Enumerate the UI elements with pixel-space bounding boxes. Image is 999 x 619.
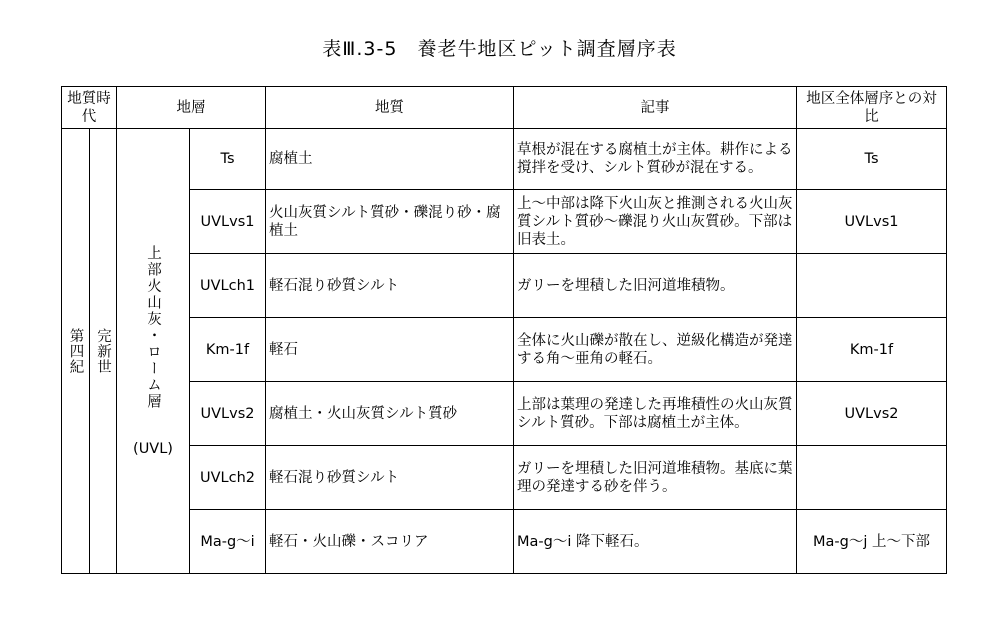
layer-cell: Ts <box>190 129 266 190</box>
unit-name: 上部火山灰・ローム層 <box>145 244 161 410</box>
table-row <box>62 382 947 446</box>
geology-cell: 軽石混り砂質シルト <box>266 446 514 510</box>
notes-cell: 上～中部は降下火山灰と推測される火山灰質シルト質砂～礫混り火山灰質砂。下部は旧表土。 <box>514 190 797 254</box>
notes-cell: 上部は葉理の発達した再堆積性の火山灰質シルト質砂。下部は腐植土が主体。 <box>514 382 797 446</box>
layer-cell: UVLvs2 <box>190 382 266 446</box>
geology-cell: 軽石・火山礫・スコリア <box>266 510 514 574</box>
table-row <box>62 318 947 382</box>
notes-cell: 草根が混在する腐植土が主体。耕作による撹拌を受け、シルト質砂が混在する。 <box>514 129 797 190</box>
geology-cell: 腐植土 <box>266 129 514 190</box>
table-title: 表Ⅲ.3-5 養老牛地区ピット調査層序表 <box>322 38 677 60</box>
unit-cell <box>117 129 190 574</box>
notes-cell: ガリーを埋積した旧河道堆積物。 <box>514 254 797 318</box>
table-row <box>62 510 947 574</box>
geology-cell: 火山灰質シルト質砂・礫混り砂・腐植土 <box>266 190 514 254</box>
header-comparison: 地区全体層序との対比 <box>797 87 947 129</box>
geology-cell: 軽石 <box>266 318 514 382</box>
table-row <box>62 254 947 318</box>
comparison-cell <box>797 254 947 318</box>
header-era: 地質時代 <box>62 87 117 129</box>
layer-cell: Ma-g～i <box>190 510 266 574</box>
stratigraphy-table <box>61 86 947 574</box>
comparison-cell: UVLvs2 <box>797 382 947 446</box>
layer-cell: UVLch2 <box>190 446 266 510</box>
comparison-cell: UVLvs1 <box>797 190 947 254</box>
notes-cell: 全体に火山礫が散在し、逆級化構造が発達する角～亜角の軽石。 <box>514 318 797 382</box>
epoch-label: 完新世 <box>95 327 111 375</box>
notes-cell: ガリーを埋積した旧河道堆積物。基底に葉理の発達する砂を伴う。 <box>514 446 797 510</box>
notes-cell: Ma-g～i 降下軽石。 <box>514 510 797 574</box>
header-geology: 地質 <box>266 87 514 129</box>
epoch-cell <box>90 129 117 574</box>
geology-cell: 軽石混り砂質シルト <box>266 254 514 318</box>
comparison-cell <box>797 446 947 510</box>
table-row <box>62 190 947 254</box>
layer-cell: UVLch1 <box>190 254 266 318</box>
comparison-cell: Ma-g～j 上～下部 <box>797 510 947 574</box>
period-cell <box>62 129 90 574</box>
comparison-cell: Km-1f <box>797 318 947 382</box>
header-layer: 地層 <box>117 87 266 129</box>
geology-cell: 腐植土・火山灰質シルト質砂 <box>266 382 514 446</box>
table-row <box>62 129 947 190</box>
header-notes: 記事 <box>514 87 797 129</box>
period-label: 第四紀 <box>67 327 84 375</box>
table-row <box>62 446 947 510</box>
unit-code: (UVL) <box>133 440 173 457</box>
layer-cell: UVLvs1 <box>190 190 266 254</box>
comparison-cell: Ts <box>797 129 947 190</box>
layer-cell: Km-1f <box>190 318 266 382</box>
